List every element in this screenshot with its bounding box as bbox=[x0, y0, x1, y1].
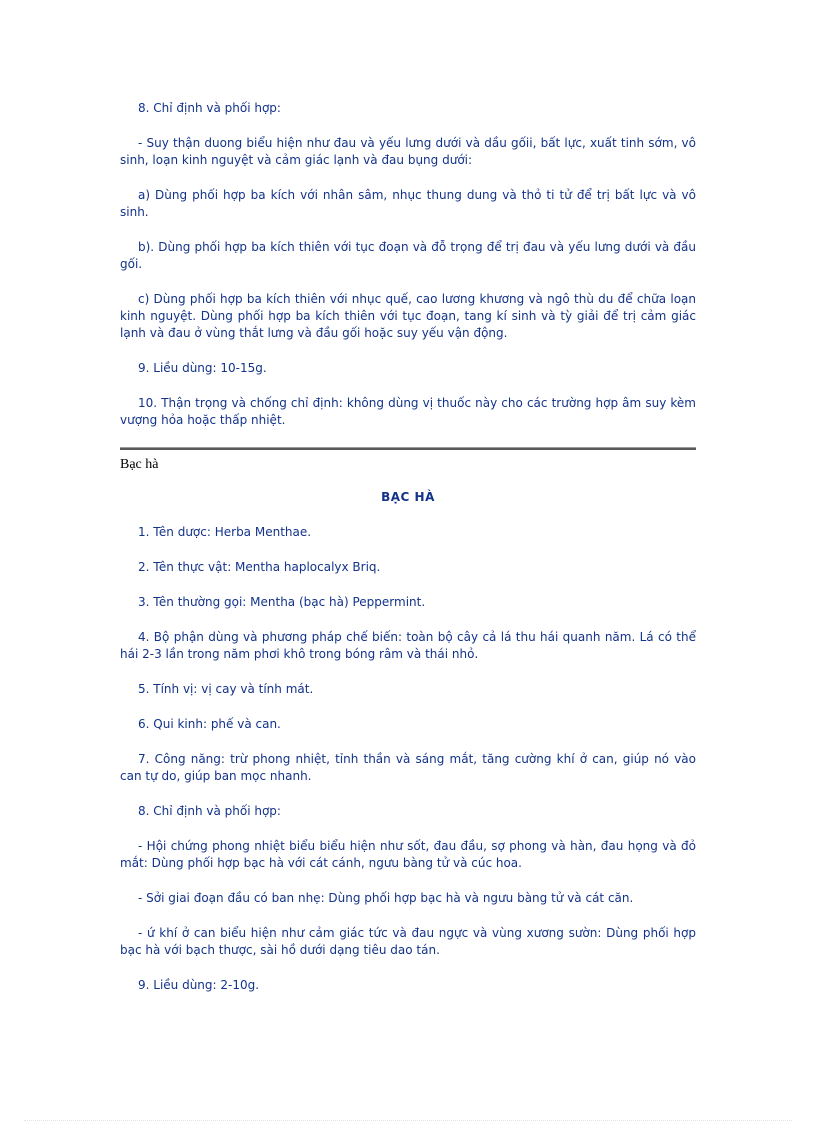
paragraph: 9. Liều dùng: 2-10g. bbox=[138, 978, 260, 992]
page-edge-divider bbox=[24, 1120, 792, 1121]
paragraph: c) Dùng phối hợp ba kích thiên với nhục quế, cao lương khương và ngô thù du để chữa loạn kinh nguyệt. Dùng phối hợp ba kích thiên với tục đoạn, tang kí sinh và tỳ giải để trị cảm giác lạnh và đau ở vùng thắt lưng và đầu gối hoặc suy yếu vận động. bbox=[120, 292, 696, 340]
paragraph: 6. Qui kinh: phế và can. bbox=[138, 717, 281, 731]
paragraph: a) Dùng phối hợp ba kích với nhân sâm, nhục thung dung và thỏ ti tử để trị bất lực và vô sinh. bbox=[120, 188, 696, 219]
paragraph: 9. Liều dùng: 10-15g. bbox=[138, 361, 267, 375]
section-title: BẠC HÀ bbox=[381, 490, 435, 504]
section-label: Bạc hà bbox=[120, 457, 159, 472]
paragraph: - ứ khí ở can biểu hiện như cảm giác tức và đau ngực và vùng xương sườn: Dùng phối hợp bạc hà với bạch thược, sài hồ dưới dạng tiêu dao tán. bbox=[120, 926, 696, 957]
paragraph: 1. Tên dược: Herba Menthae. bbox=[138, 525, 312, 539]
paragraph: 8. Chỉ định và phối hợp: bbox=[138, 101, 281, 115]
paragraph: - Suy thận duong biểu hiện như đau và yếu lưng dưới và dầu gốii, bất lực, xuất tinh sớm, vô sinh, loạn kinh nguyệt và cảm giác lạnh và đau bụng dưới: bbox=[120, 136, 696, 167]
paragraph: 2. Tên thực vật: Mentha haplocalyx Briq. bbox=[138, 560, 381, 574]
document-page bbox=[120, 100, 696, 1012]
paragraph: 7. Công năng: trừ phong nhiệt, tỉnh thần và sáng mắt, tăng cường khí ở can, giúp nó vào can tự do, giúp ban mọc nhanh. bbox=[120, 752, 696, 783]
paragraph: 10. Thận trọng và chống chỉ định: không dùng vị thuốc này cho các trường hợp âm suy kèm vượng hỏa hoặc thấp nhiệt. bbox=[120, 396, 696, 427]
paragraph: 8. Chỉ định và phối hợp: bbox=[138, 804, 281, 818]
paragraph: b). Dùng phối hợp ba kích thiên với tục đoạn và đỗ trọng để trị đau và yếu lưng dưới và đầu gối. bbox=[120, 240, 696, 271]
horizontal-divider bbox=[120, 447, 696, 450]
paragraph: 4. Bộ phận dùng và phương pháp chế biến: toàn bộ cây cả lá thu hái quanh năm. Lá có thể hái 2-3 lần trong năm phơi khô trong bóng râm và thái nhỏ. bbox=[120, 630, 696, 661]
paragraph: 3. Tên thường gọi: Mentha (bạc hà) Peppermint. bbox=[138, 595, 426, 609]
paragraph: 5. Tính vị: vị cay và tính mát. bbox=[138, 682, 314, 696]
paragraph: - Hội chứng phong nhiệt biểu biểu hiện như sốt, đau đầu, sợ phong và hàn, đau họng và đỏ mắt: Dùng phối hợp bạc hà với cát cánh, ngưu bàng tử và cúc hoa. bbox=[120, 839, 696, 870]
paragraph: - Sởi giai đoạn đầu có ban nhẹ: Dùng phối hợp bạc hà và ngưu bàng tử và cát căn. bbox=[138, 891, 634, 905]
